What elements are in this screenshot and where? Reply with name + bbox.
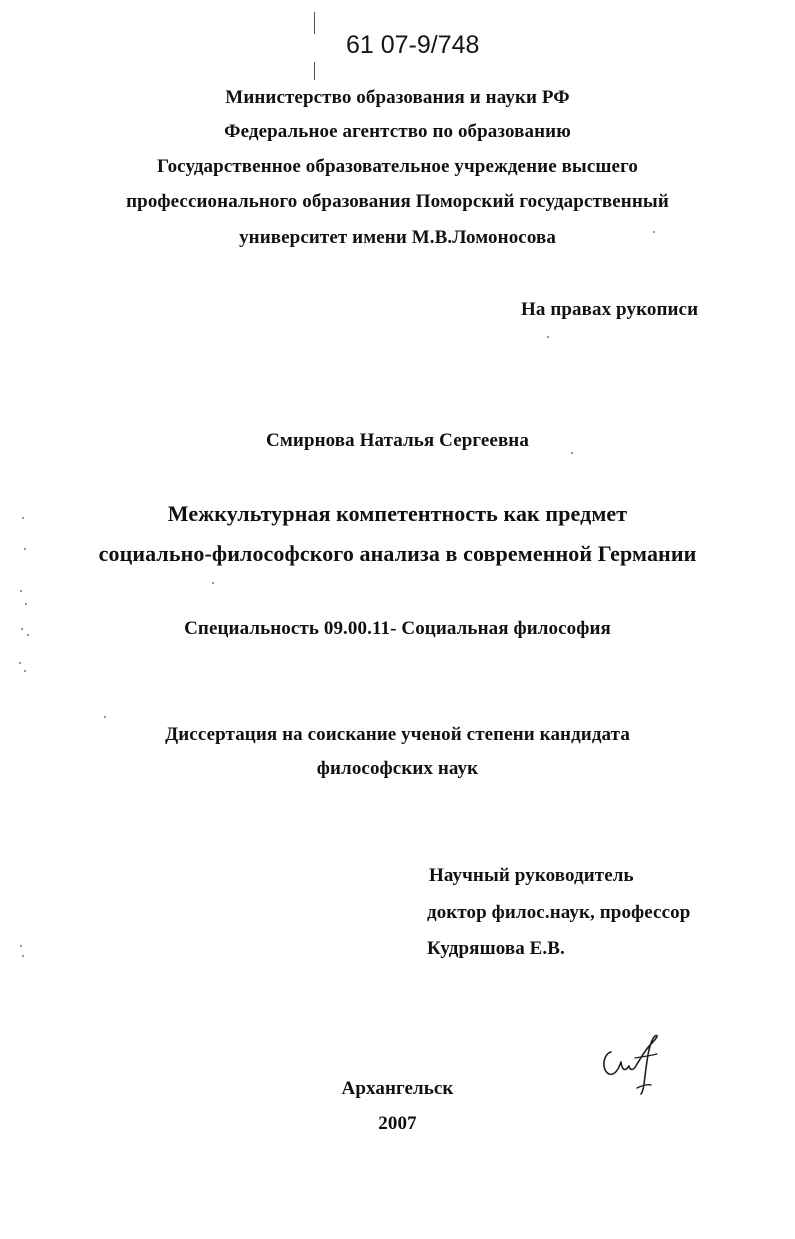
scan-speck [20,590,22,592]
scan-speck [571,452,573,454]
scan-speck [22,517,24,519]
specialty: Специальность 09.00.11- Социальная философия [184,618,611,639]
year: 2007 [378,1113,417,1134]
supervisor-label: Научный руководитель [429,865,634,886]
institution-line-2: Федеральное агентство по образованию [224,121,571,142]
scan-speck [25,603,27,605]
institution-line-3: Государственное образовательное учреждение высшего [157,156,638,177]
scan-mark-bottom [314,62,315,80]
shelf-mark: 61 07-9/748 [346,31,480,59]
institution-line-4: профессионального образования Поморский государственный [126,191,669,212]
scan-speck [22,955,24,957]
degree-line-1: Диссертация на соискание ученой степени кандидата [165,724,630,745]
scan-speck [104,716,106,718]
supervisor-title: доктор филос.наук, профессор [427,902,691,923]
signature-icon [597,1030,669,1098]
scan-speck [653,231,655,233]
supervisor-name: Кудряшова Е.В. [427,938,565,959]
scan-speck [547,336,549,338]
scan-speck [21,628,23,630]
scan-speck [20,945,22,947]
scan-mark-top [314,12,315,34]
city: Архангельск [341,1078,454,1099]
scan-speck [24,670,26,672]
author-name: Смирнова Наталья Сергеевна [266,430,529,451]
scan-speck [24,548,26,550]
scan-speck [212,582,214,584]
scan-speck [27,634,29,636]
thesis-title-line-1: Межкультурная компетентность как предмет [167,501,628,526]
institution-line-5: университет имени М.В.Ломоносова [239,227,556,248]
thesis-title-line-2: социально-философского анализа в современной Германии [98,541,697,566]
manuscript-note: На правах рукописи [521,299,699,320]
institution-line-1: Министерство образования и науки РФ [225,87,570,108]
degree-line-2: философских наук [316,758,479,779]
scan-speck [19,662,21,664]
